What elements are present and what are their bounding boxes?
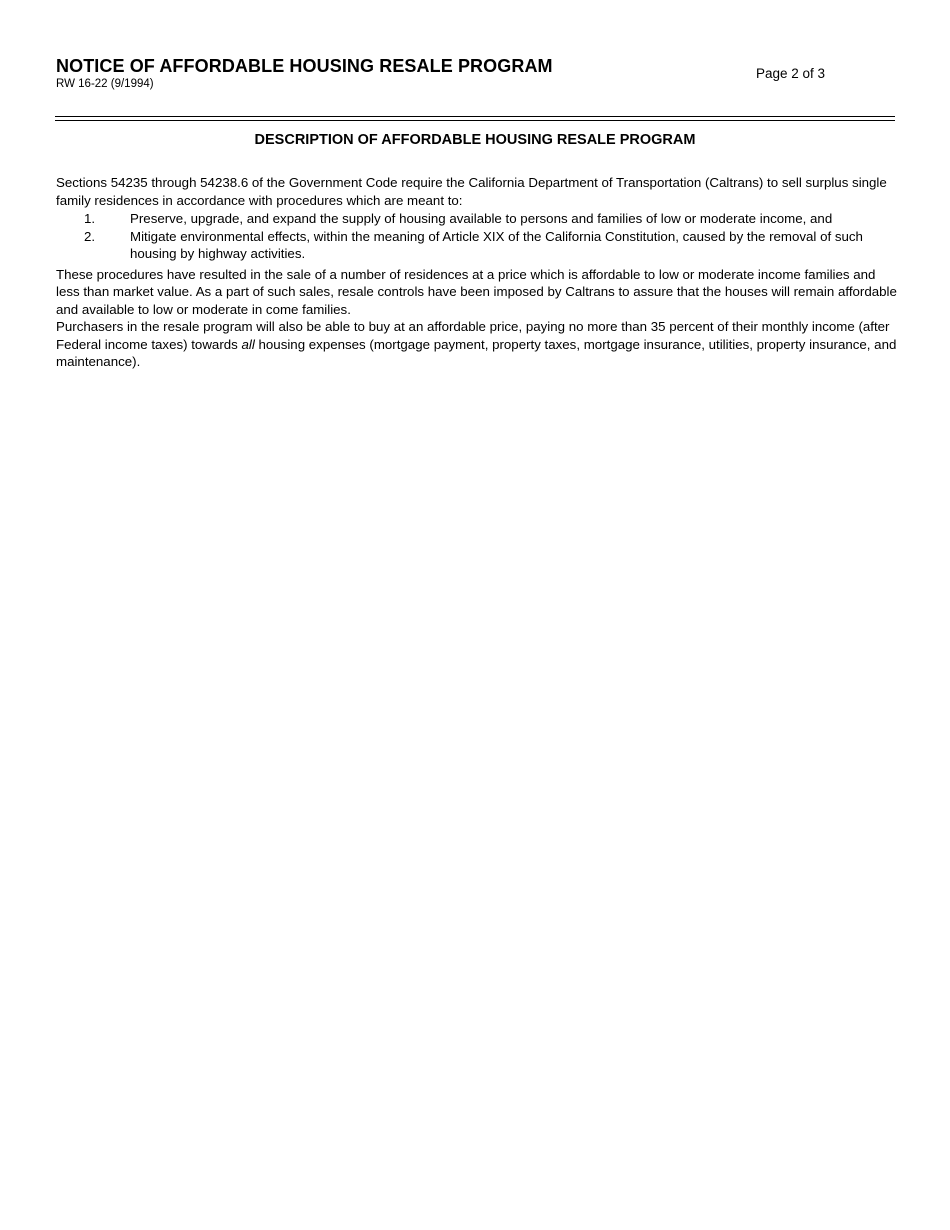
list-item-text: Mitigate environmental effects, within the meaning of Article XIX of the California Constitution, caused by the removal of such housing by highway activities. — [130, 228, 863, 261]
header-divider-top — [55, 116, 895, 117]
section-body — [56, 174, 898, 371]
affordability-paragraph — [56, 318, 898, 371]
page-indicator: Page 2 of 3 — [756, 66, 826, 81]
emphasis-all: all — [241, 336, 255, 352]
header-divider-bottom — [55, 120, 895, 121]
affordability-text-start: Purchasers in the resale program will also be able to buy at an affordable price, paying no more than 35 percent of their monthly income (after Federal income taxes) towards — [56, 319, 890, 352]
list-item-number: 1. — [84, 211, 96, 226]
section-heading: DESCRIPTION OF AFFORDABLE HOUSING RESALE PROGRAM — [254, 132, 696, 148]
affordability-text-end: housing expenses (mortgage payment, property taxes, mortgage insurance, utilities, property insurance, and maintenance). — [56, 336, 897, 369]
form-number: RW 16-22 (9/1994) — [56, 78, 154, 90]
form-title: NOTICE OF AFFORDABLE HOUSING RESALE PROGRAM — [56, 56, 553, 76]
resale-controls-paragraph: These procedures have resulted in the sale of a number of residences at a price which is affordable to low or moderate income families and less than market value. As a part of such sales, resale controls have been imposed by Caltrans to assure that the houses will remain affordable and available to low or moderate in come families. — [56, 266, 897, 317]
list-item-text: Preserve, upgrade, and expand the supply of housing available to persons and families of low or moderate income, and — [130, 211, 833, 226]
list-item — [56, 228, 898, 263]
list-item-number: 2. — [84, 228, 96, 244]
list-item — [56, 210, 898, 228]
procedure-list — [56, 210, 898, 263]
intro-paragraph: Sections 54235 through 54238.6 of the Government Code require the California Department of Transportation (Caltrans) to sell surplus single family residences in accordance with procedures which are meant to: — [56, 175, 887, 208]
